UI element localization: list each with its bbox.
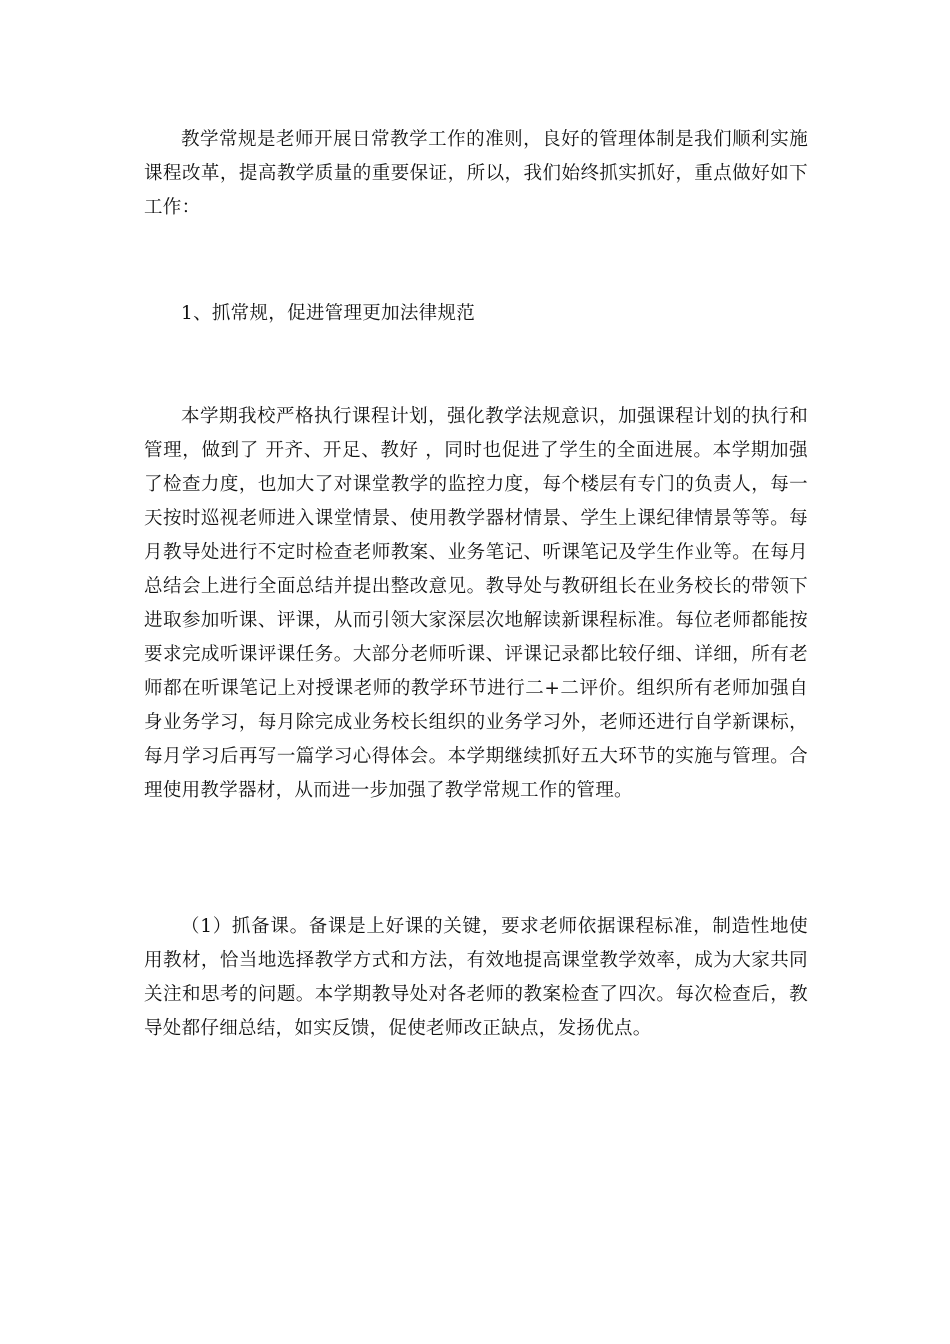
section-body-paragraph: 本学期我校严格执行课程计划，强化教学法规意识，加强课程计划的执行和管理，做到了 开齐、开足、教好 ，同时也促进了学生的全面进展。本学期加强了检查力度，也加大了对课堂教学的监控力度，每个楼层有专门的负责人，每一天按时巡视老师进入课堂情景、使用教学器材情景、学生上课纪律情景等等。每月教导处进行不定时检查老师教案、业务笔记、听课笔记及学生作业等。在每月总结会上进行全面总结并提出整改意见。教导处与教研组长在业务校长的带领下进取参加听课、评课，从而引领大家深层次地解读新课程标准。每位老师都能按要求完成听课评课任务。大部分老师听课、评课记录都比较仔细、详细，所有老师都在听课笔记上对授课老师的教学环节进行二+二评价。组织所有老师加强自身业务学习，每月除完成业务校长组织的业务学习外，老师还进行自学新课标，每月学习后再写一篇学习心得体会。本学期继续抓好五大环节的实施与管理。合理使用教学器材，从而进一步加强了教学常规工作的管理。 xyxy=(144,406,808,801)
section-heading: 1、抓常规，促进管理更加法律规范 xyxy=(181,303,476,324)
intro-paragraph: 教学常规是老师开展日常教学工作的准则，良好的管理体制是我们顺利实施课程改革，提高教学质量的重要保证，所以，我们始终抓实抓好，重点做好如下工作： xyxy=(144,129,808,218)
subsection-paragraph: （1）抓备课。备课是上好课的关键，要求老师依据课程标准，制造性地使用教材，恰当地选择教学方式和方法，有效地提高课堂教学效率，成为大家共同关注和思考的问题。本学期教导处对各老师的教案检查了四次。每次检查后，教导处都仔细总结，如实反馈，促使老师改正缺点，发扬优点。 xyxy=(144,916,808,1039)
